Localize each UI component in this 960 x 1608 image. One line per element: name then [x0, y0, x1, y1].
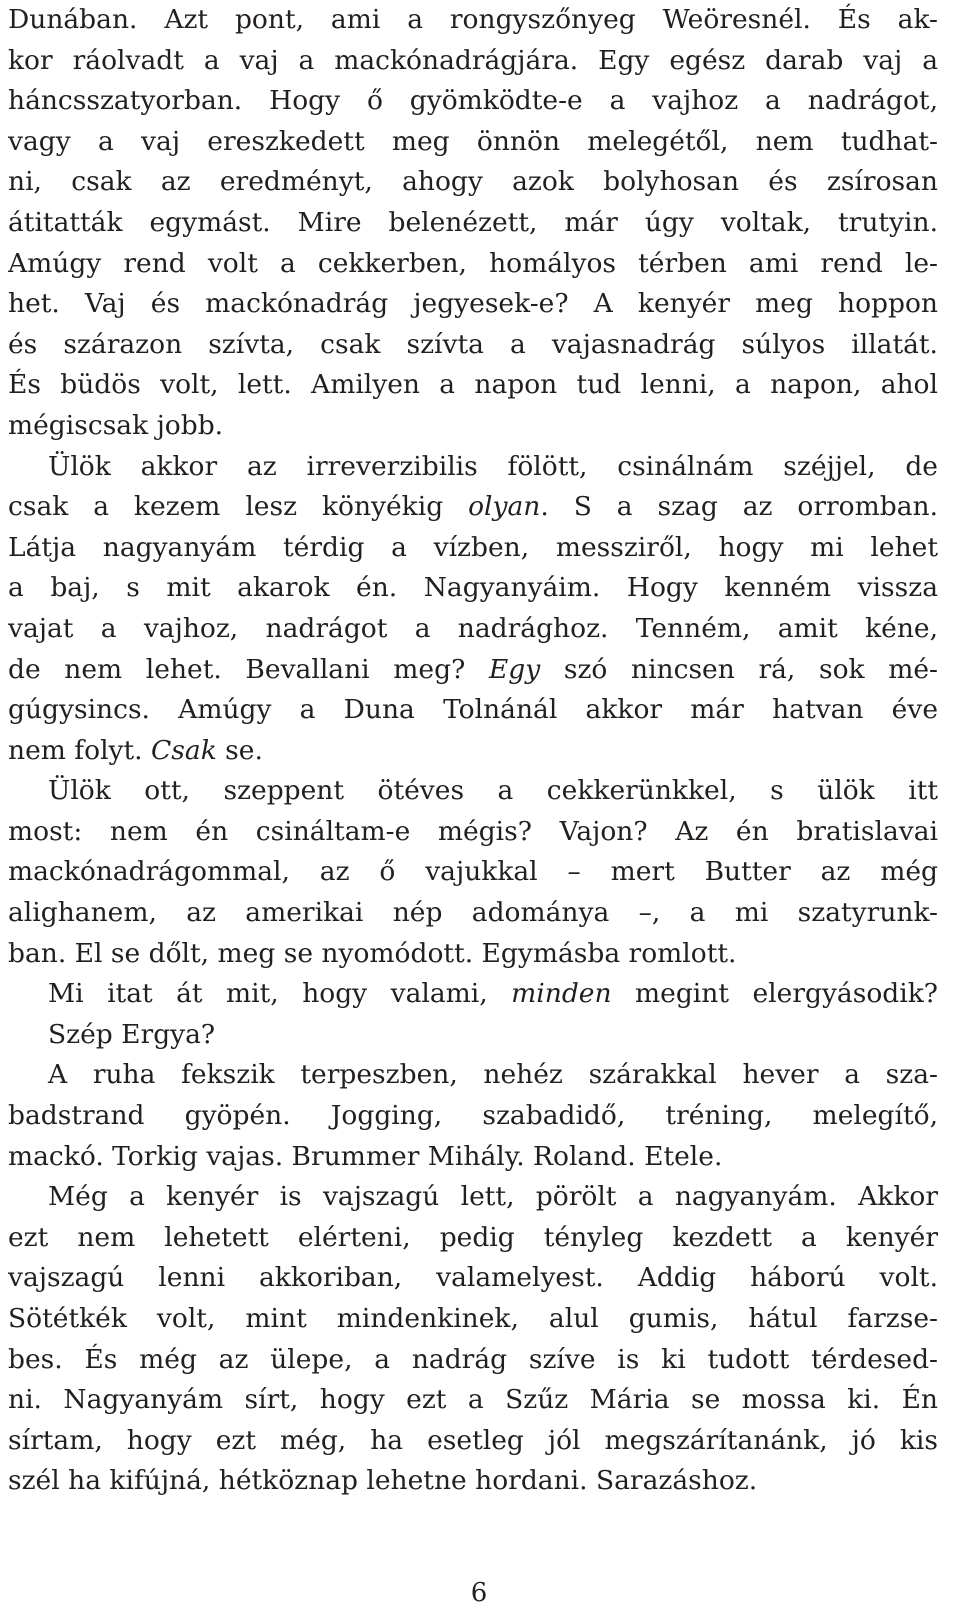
- text-segment: het. Vaj és mackónadrág jegyesek-e? A kenyér meg hoppon: [8, 288, 938, 320]
- text-segment: ezt nem lehetett elérteni, pedig tényleg kezdett a kenyér: [8, 1221, 938, 1253]
- text-line: [8, 1340, 938, 1381]
- text-segment: a baj, s mit akarok én. Nagyanyáim. Hogy kenném vissza: [8, 572, 938, 604]
- text-line: [8, 1299, 938, 1340]
- text-segment: Sötétkék volt, mint mindenkinek, alul gumis, hátul farzse-: [8, 1303, 938, 1334]
- text-segment: megint elergyásodik?: [611, 978, 938, 1010]
- text-line: [8, 365, 938, 406]
- emphasis-text: Egy: [488, 653, 541, 685]
- text-line: [8, 487, 938, 528]
- emphasis-text: Csak: [151, 734, 217, 766]
- text-line: [8, 731, 938, 772]
- text-segment: se.: [216, 734, 263, 766]
- text-line: [8, 609, 938, 650]
- text-segment: Még a kenyér is vajszagú lett, pörölt a nagyanyám. Akkor: [48, 1181, 938, 1213]
- text-segment: nem folyt.: [8, 734, 152, 766]
- text-segment: ni, csak az eredményt, ahogy azok bolyhosan és zsírosan: [8, 166, 938, 198]
- text-line: [8, 1137, 938, 1178]
- emphasis-text: olyan: [468, 491, 541, 523]
- text-segment: ni. Nagyanyám sírt, hogy ezt a Szűz Mária se mossa ki. Én: [8, 1384, 938, 1416]
- text-segment: ban. El se dőlt, meg se nyomódott. Egymásba romlott.: [8, 937, 737, 969]
- text-segment: de nem lehet. Bevallani meg?: [8, 653, 489, 685]
- text-line: [8, 528, 938, 569]
- text-segment: . S a szag az orromban.: [540, 491, 938, 523]
- text-segment: mackónadrágommal, az ő vajukkal – mert Butter az még: [8, 856, 938, 888]
- text-line: [8, 244, 938, 285]
- text-segment: mégiscsak jobb.: [8, 409, 224, 441]
- text-segment: Mi itat át mit, hogy valami,: [48, 978, 512, 1010]
- book-page: [8, 0, 938, 1607]
- text-line: [8, 203, 938, 244]
- text-line: [8, 81, 938, 122]
- text-segment: vagy a vaj ereszkedett meg önnön melegétől, nem tudhat-: [8, 125, 938, 157]
- text-line: [8, 1177, 938, 1218]
- text-line: [8, 568, 938, 609]
- text-line: [8, 1461, 938, 1502]
- text-segment: Látja nagyanyám térdig a vízben, messziről, hogy mi lehet: [8, 531, 938, 563]
- text-line: [8, 1218, 938, 1259]
- text-segment: mackó. Torkig vajas. Brummer Mihály. Roland. Etele.: [8, 1140, 723, 1172]
- text-segment: vajszagú lenni akkoriban, valamelyest. Addig háború volt.: [8, 1262, 938, 1294]
- text-line: [8, 771, 938, 812]
- text-segment: most: nem én csináltam-e mégis? Vajon? Az én bratislavai: [8, 815, 938, 847]
- text-segment: szél ha kifújná, hétköznap lehetne hordani. Sarazáshoz.: [8, 1465, 758, 1497]
- text-segment: szó nincsen rá, sok mé-: [540, 653, 938, 685]
- text-segment: A ruha fekszik terpeszben, nehéz szárakkal hever a sza-: [48, 1059, 938, 1091]
- text-segment: csak a kezem lesz könyékig: [8, 491, 469, 523]
- text-segment: átitatták egymást. Mire belenézett, már úgy voltak, trutyin.: [8, 206, 938, 238]
- text-line: [8, 934, 938, 975]
- text-line: [8, 1055, 938, 1096]
- text-segment: kor ráolvadt a vaj a mackónadrágjára. Egy egész darab vaj a: [8, 44, 938, 76]
- text-line: [8, 162, 938, 203]
- text-line: [8, 122, 938, 163]
- text-segment: háncsszatyorban. Hogy ő gyömködte-e a vajhoz a nadrágot,: [8, 85, 938, 117]
- text-segment: bes. És még az ülepe, a nadrág szíve is ki tudott térdesed-: [8, 1343, 938, 1375]
- text-line: [8, 325, 938, 366]
- text-line: [8, 41, 938, 82]
- text-line: [8, 650, 938, 691]
- text-line: [8, 974, 938, 1015]
- text-segment: sírtam, hogy ezt még, ha esetleg jól megszárítanánk, jó kis: [8, 1424, 938, 1456]
- text-line: [8, 1421, 938, 1462]
- text-segment: és szárazon szívta, csak szívta a vajasnadrág súlyos illatát.: [8, 328, 938, 360]
- text-segment: Ülök ott, szeppent ötéves a cekkerünkkel, s ülök itt: [48, 775, 938, 807]
- text-line: [8, 893, 938, 934]
- text-segment: És büdös volt, lett. Amilyen a napon tud lenni, a napon, ahol: [8, 369, 938, 401]
- text-line: [8, 1015, 938, 1056]
- text-line: [8, 690, 938, 731]
- text-segment: vajat a vajhoz, nadrágot a nadrághoz. Tenném, amit kéne,: [8, 612, 938, 644]
- text-segment: Dunában. Azt pont, ami a rongyszőnyeg Weöresnél. És ak-: [8, 4, 938, 35]
- text-segment: Szép Ergya?: [48, 1018, 216, 1050]
- text-line: [8, 284, 938, 325]
- text-line: [8, 812, 938, 853]
- text-line: [8, 852, 938, 893]
- page-number: 6: [470, 1578, 488, 1608]
- text-segment: badstrand gyöpén. Jogging, szabadidő, tréning, melegítő,: [8, 1100, 938, 1132]
- text-line: [8, 0, 938, 41]
- text-segment: gúgysincs. Amúgy a Duna Tolnánál akkor már hatvan éve: [8, 694, 938, 726]
- text-segment: Ülök akkor az irreverzibilis fölött, csinálnám széjjel, de: [48, 450, 938, 482]
- body-text: [8, 0, 938, 1502]
- text-line: [8, 447, 938, 488]
- text-line: [8, 1380, 938, 1421]
- text-line: [8, 406, 938, 447]
- text-line: [8, 1258, 938, 1299]
- emphasis-text: minden: [511, 978, 612, 1010]
- text-segment: Amúgy rend volt a cekkerben, homályos térben ami rend le-: [8, 247, 938, 279]
- text-segment: alighanem, az amerikai nép adománya –, a mi szatyrunk-: [8, 897, 938, 929]
- text-line: [8, 1096, 938, 1137]
